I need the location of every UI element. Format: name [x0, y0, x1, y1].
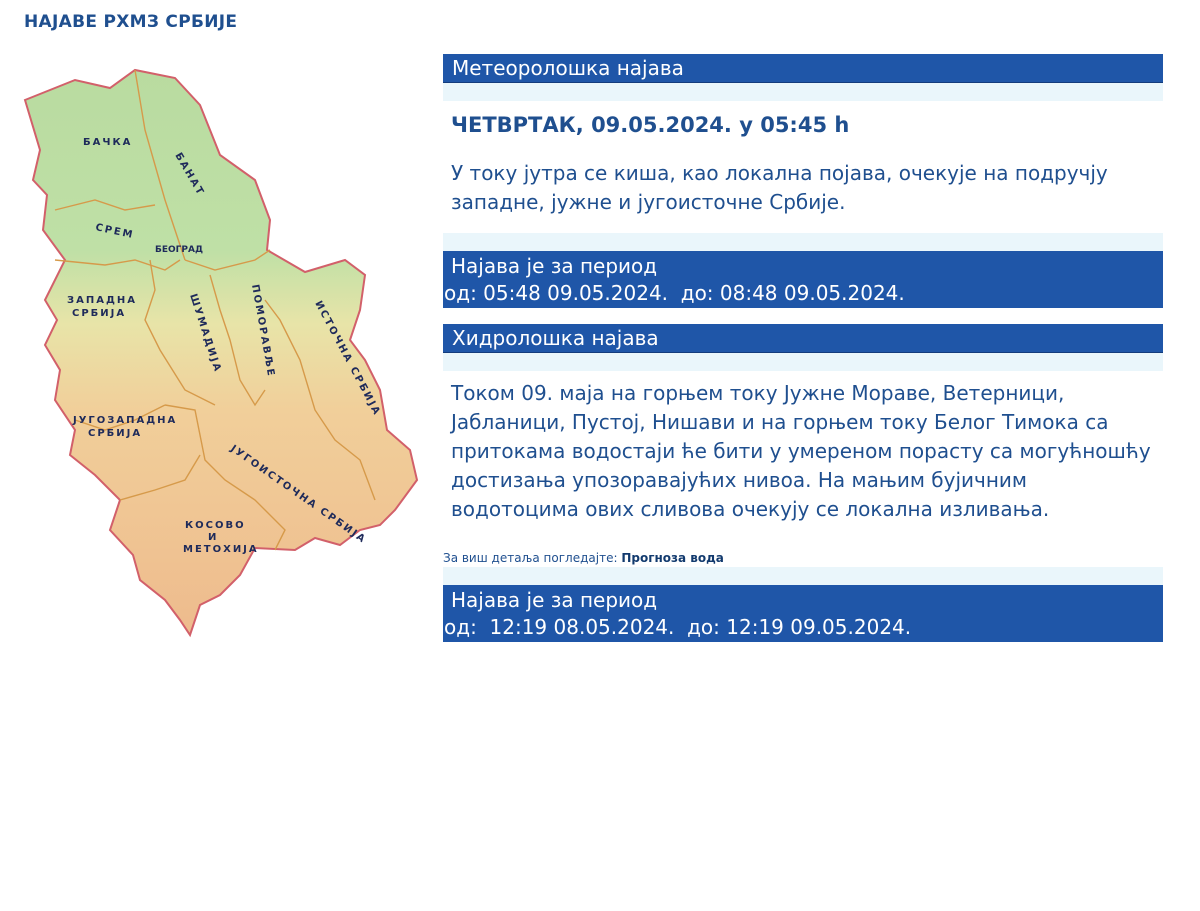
region-label-jugozapadna-srbija-1: ЈУГОЗАПАДНА [73, 415, 178, 426]
band-divider [443, 567, 1163, 585]
band-divider [443, 233, 1163, 251]
forecast-panel [443, 54, 1163, 642]
region-label-kosovo-3: МЕТОХИЈА [183, 544, 259, 555]
region-label-kosovo-2: И [208, 532, 219, 543]
region-label-sumadija: ШУМАДИЈА [187, 292, 224, 375]
meteo-period-range: од: 05:48 09.05.2024. до: 08:48 09.05.2024. [444, 281, 905, 305]
region-label-zapadna-srbija-1: ЗАПАДНА [67, 295, 137, 306]
region-label-jugoistocna-srbija: ЈУГОИСТОЧНА СРБИЈА [228, 443, 369, 547]
region-label-zapadna-srbija-2: СРБИЈА [72, 308, 127, 319]
serbia-regions-map[interactable] [15, 60, 425, 645]
hydro-text: Током 09. маја на горњем току Јужне Мораве, Ветерници, Јабланици, Пустој, Нишави и на горњем току Белог Тимока са притокама водостаји ће бити у умереном порасту са могућношћу достизања упозоравајућих нивоа. На мањим бујичним водотоцима ових сливова очекују се локална изливања. [451, 381, 1151, 521]
region-label-banat: БАНАТ [172, 151, 207, 199]
water-forecast-link[interactable]: Прогноза вода [621, 551, 724, 565]
meteo-datetime: ЧЕТВРТАК, 09.05.2024. у 05:45 h [451, 113, 850, 137]
hydro-header: Хидролошка најава [443, 324, 1163, 353]
region-label-srem: СРЕМ [94, 222, 136, 242]
region-label-backa: БАЧКА [83, 137, 133, 148]
region-label-pomoravlje: ПОМОРАВЉЕ [249, 283, 277, 379]
band-divider [443, 353, 1163, 371]
page-title: НАЈАВЕ РХМЗ СРБИЈЕ [24, 12, 238, 32]
band-divider [443, 83, 1163, 101]
region-label-kosovo-1: КОСОВО [185, 520, 246, 531]
hydro-period-box [443, 585, 1163, 642]
meteo-header: Метеоролошка најава [443, 54, 1163, 83]
region-label-istocna-srbija: ИСТОЧНА СРБИЈА [312, 299, 383, 419]
meteo-period-label: Најава је за период [451, 254, 658, 278]
hydro-period-label: Најава је за период [451, 588, 658, 612]
meteo-text: У току јутра се киша, као локална појава, очекује на подручју западне, јужне и југоисточне Србије. [451, 161, 1108, 214]
details-prefix: За виш детаља погледајте: [443, 551, 622, 565]
details-line [443, 549, 1163, 567]
region-label-jugozapadna-srbija-2: СРБИЈА [88, 428, 143, 439]
spacer [443, 308, 1163, 324]
meteo-period-box [443, 251, 1163, 308]
hydro-period-range: од: 12:19 08.05.2024. до: 12:19 09.05.2024. [444, 615, 912, 639]
region-label-beograd: БЕОГРАД [155, 245, 203, 255]
